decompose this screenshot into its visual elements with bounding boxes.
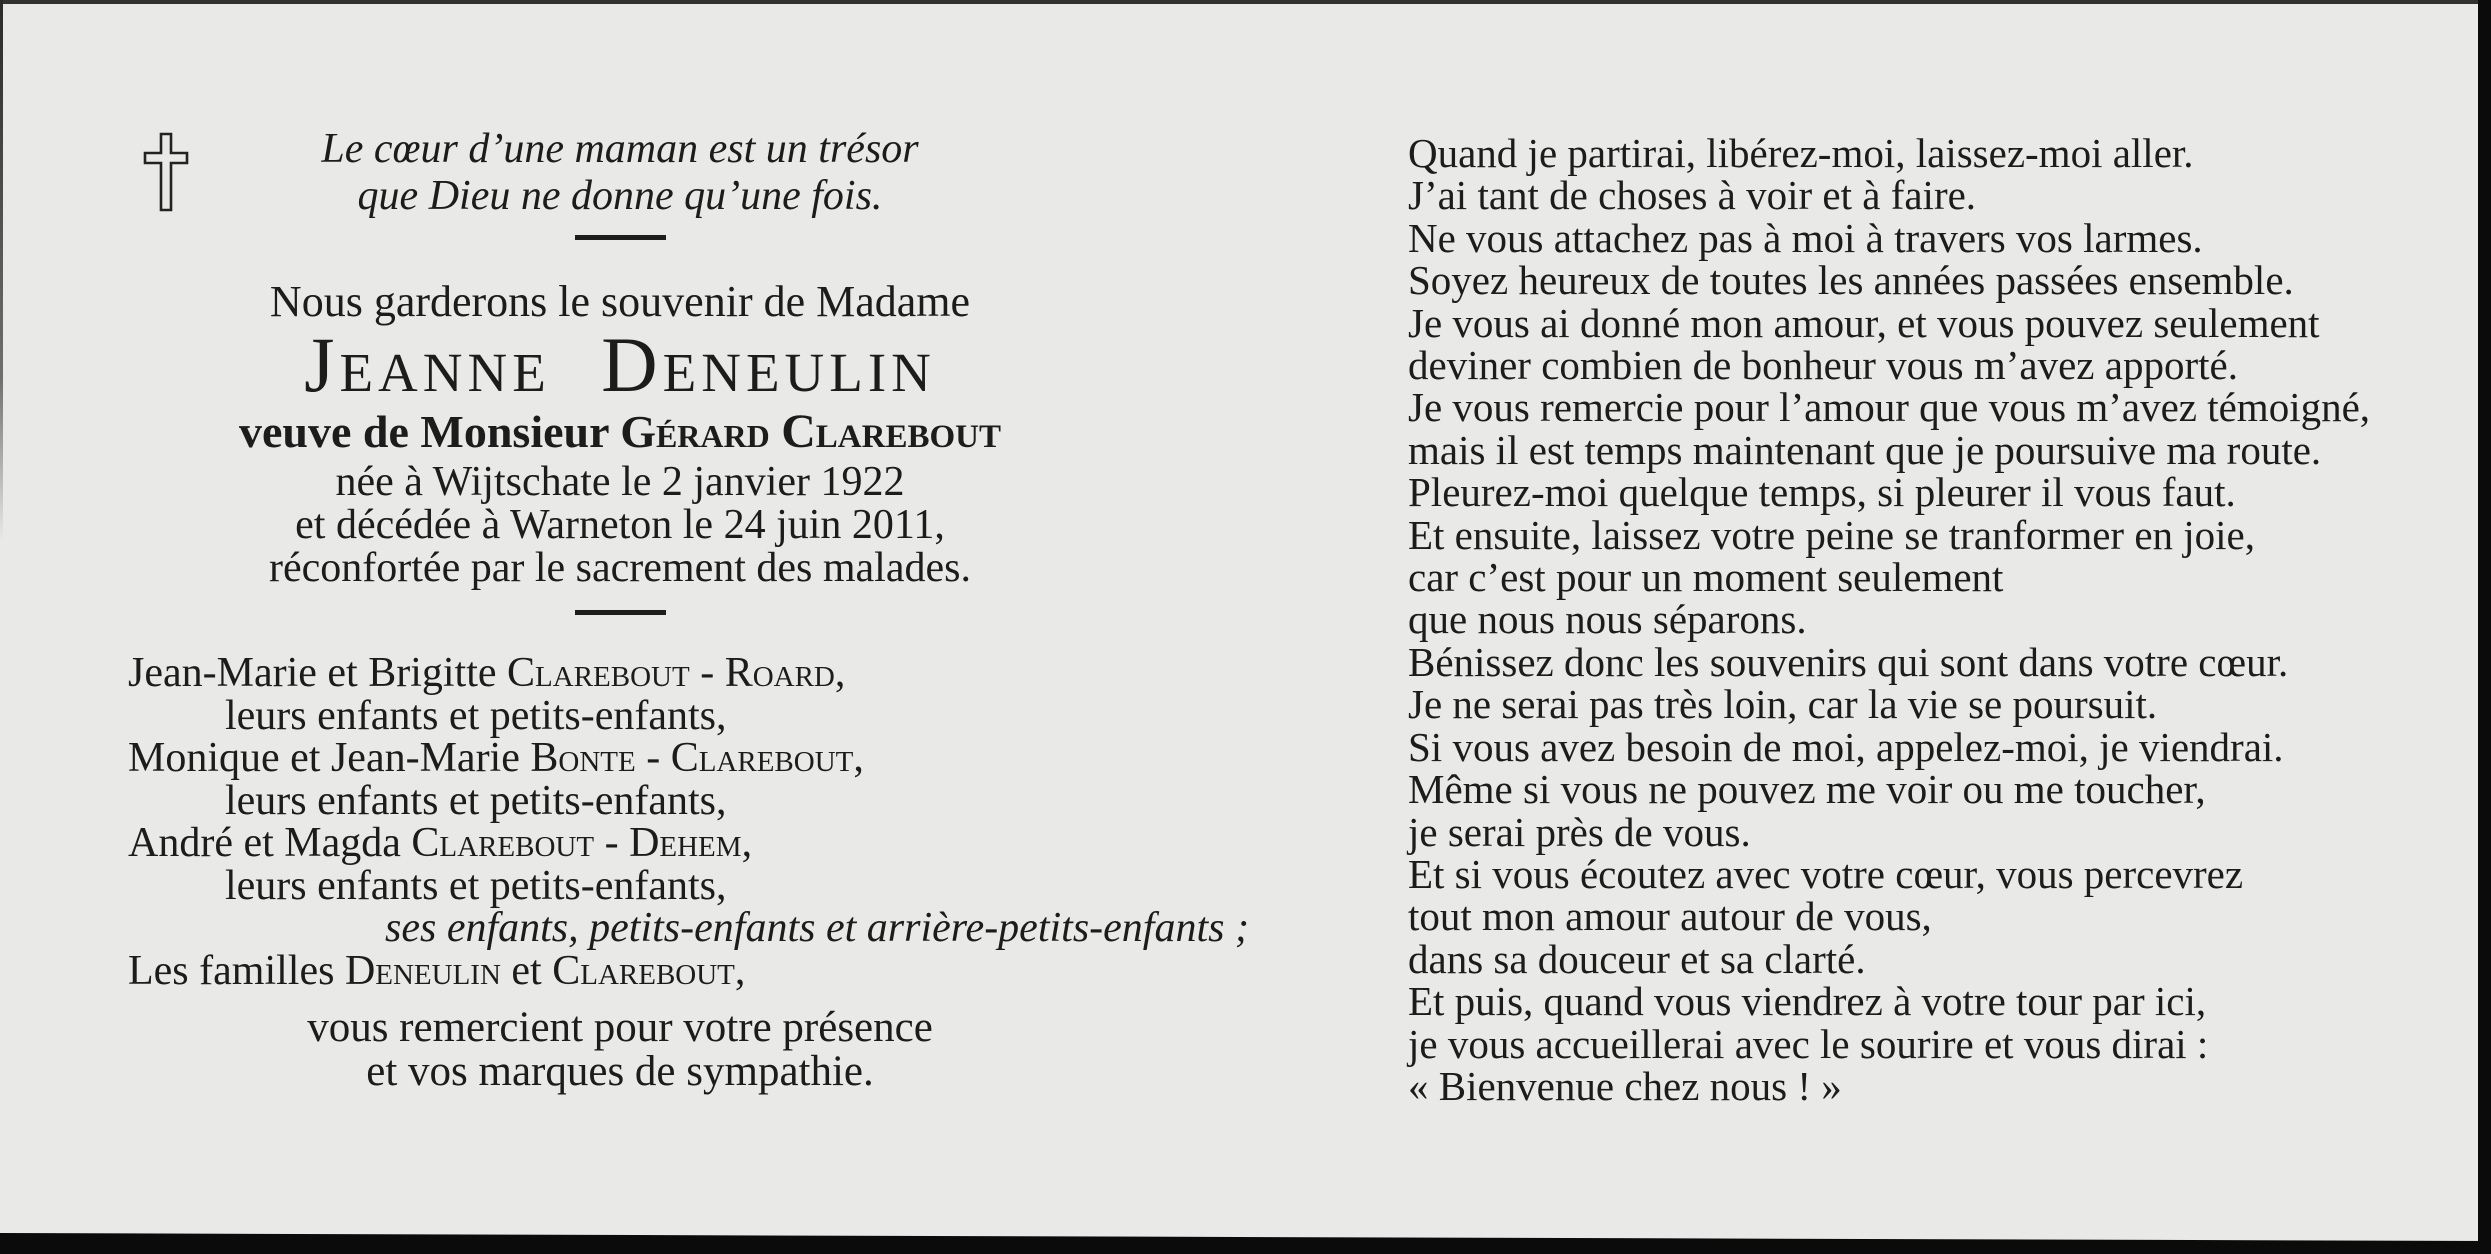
poem-line: Si vous avez besoin de moi, appelez-moi, je viendrai. [1408,723,2284,770]
scan-edge-top [0,0,2491,4]
death-line: et décédée à Warneton le 24 juin 2011, [295,502,945,548]
family-line-part: Bonte - Clarebout [530,735,854,781]
spouse-line [0,404,1240,459]
closing-line: vous remercient pour votre présence [307,1004,933,1051]
family-line-part: , [734,947,746,994]
poem-line: Et ensuite, laissez votre peine se tranformer en joie, [1408,511,2256,558]
poem-line: J’ai tant de choses à voir et à faire. [1408,172,1977,219]
family-line [128,777,1249,824]
poem-line: Soyez heureux de toutes les années passées ensemble. [1408,257,2294,304]
epigraph-line: Le cœur d’une maman est un trésor [321,126,919,172]
poem-line: Je vous ai donné mon amour, et vous pouvez seulement [1408,299,2320,346]
spouse-first-name: Gérard [620,406,770,457]
poem-line: Pleurez-moi quelque temps, si pleurer il vous faut. [1408,469,2236,516]
poem-line: mais il est temps maintenant que je poursuive ma route. [1408,426,2322,473]
poem-line: Je ne serai pas très loin, car la vie se poursuit. [1408,681,2158,728]
family-line-part: et [500,947,553,994]
spouse-last-name: Clarebout [781,405,1001,458]
poem-line: Même si vous ne pouvez me voir ou me toucher, [1408,766,2206,813]
birth-death-info [0,461,1240,590]
poem-line: Et puis, quand vous viendrez à votre tour par ici, [1408,978,2207,1025]
family-line-part: Jean-Marie et Brigitte [128,650,508,696]
epigraph-line: que Dieu ne donne qu’une fois. [357,173,883,219]
scan-edge-left [0,0,3,540]
family-line [128,822,1249,865]
family-line-part: Deneulin [344,947,501,994]
family-line-part: , [741,820,753,866]
scan-edge-right [2478,0,2491,1254]
poem-line: car c’est pour un moment seulement [1408,554,2004,601]
family-line-part: Clarebout - Roard [507,650,835,696]
spouse-prefix: veuve de Monsieur [239,406,609,457]
family-line-part: leurs enfants et petits-enfants, [225,777,727,824]
poem-line: deviner combien de bonheur vous m’avez apporté. [1408,342,2238,389]
closing-thanks [0,1006,1240,1094]
poem-line: je serai près de vous. [1408,808,1751,855]
poem-line: tout mon amour autour de vous, [1408,893,1932,940]
family-list [128,652,1249,992]
family-line-part: , [834,650,846,696]
family-line-part: , [853,735,864,781]
family-line [128,652,1249,695]
family-line-part: Monique et Jean-Marie [128,735,531,781]
family-line [128,907,1249,950]
poem-line: Bénissez donc les souvenirs qui sont dans votre cœur. [1408,638,2289,685]
family-line-part: Clarebout [552,947,735,994]
deceased-name: Jeanne Deneulin [304,321,936,408]
poem-line: que nous nous séparons. [1408,596,1807,643]
scan-edge-bottom [0,1233,2491,1254]
epigraph [0,126,1240,220]
poem-line: Quand je partirai, libérez-moi, laissez-moi aller. [1408,130,2194,176]
family-line [128,862,1249,909]
poem-line: Et si vous écoutez avec votre cœur, vous percevrez [1408,850,2244,897]
intro-line: Nous garderons le souvenir de Madame [269,277,971,326]
family-line [128,737,1249,780]
family-line-part: Clarebout - Dehem [411,820,742,866]
poem-line: je vous accueillerai avec le sourire et vous dirai : [1408,1020,2209,1067]
poem-line: Je vous remercie pour l’amour que vous m’avez témoigné, [1408,384,2371,431]
family-line-part: leurs enfants et petits-enfants, [225,692,727,739]
poem [1408,132,2370,1107]
family-line [128,692,1249,739]
poem-line: dans sa douceur et sa clarté. [1408,935,1866,982]
family-line-part: Les familles [128,947,345,994]
sacrament-line: réconfortée par le sacrement des malades. [269,545,971,591]
poem-line: « Bienvenue chez nous ! » [1408,1062,1842,1109]
divider [575,235,666,240]
family-line-part: leurs enfants et petits-enfants, [225,862,727,909]
birth-line: née à Wijtschate le 2 janvier 1922 [335,459,905,505]
family-line [128,947,1249,994]
family-line-part: ses enfants, petits-enfants et arrière-petits-enfants ; [385,905,1249,951]
poem-line: Ne vous attachez pas à moi à travers vos larmes. [1408,214,2203,261]
closing-line: et vos marques de sympathie. [366,1048,874,1095]
family-line-part: André et Magda [128,820,412,866]
divider [575,610,666,615]
